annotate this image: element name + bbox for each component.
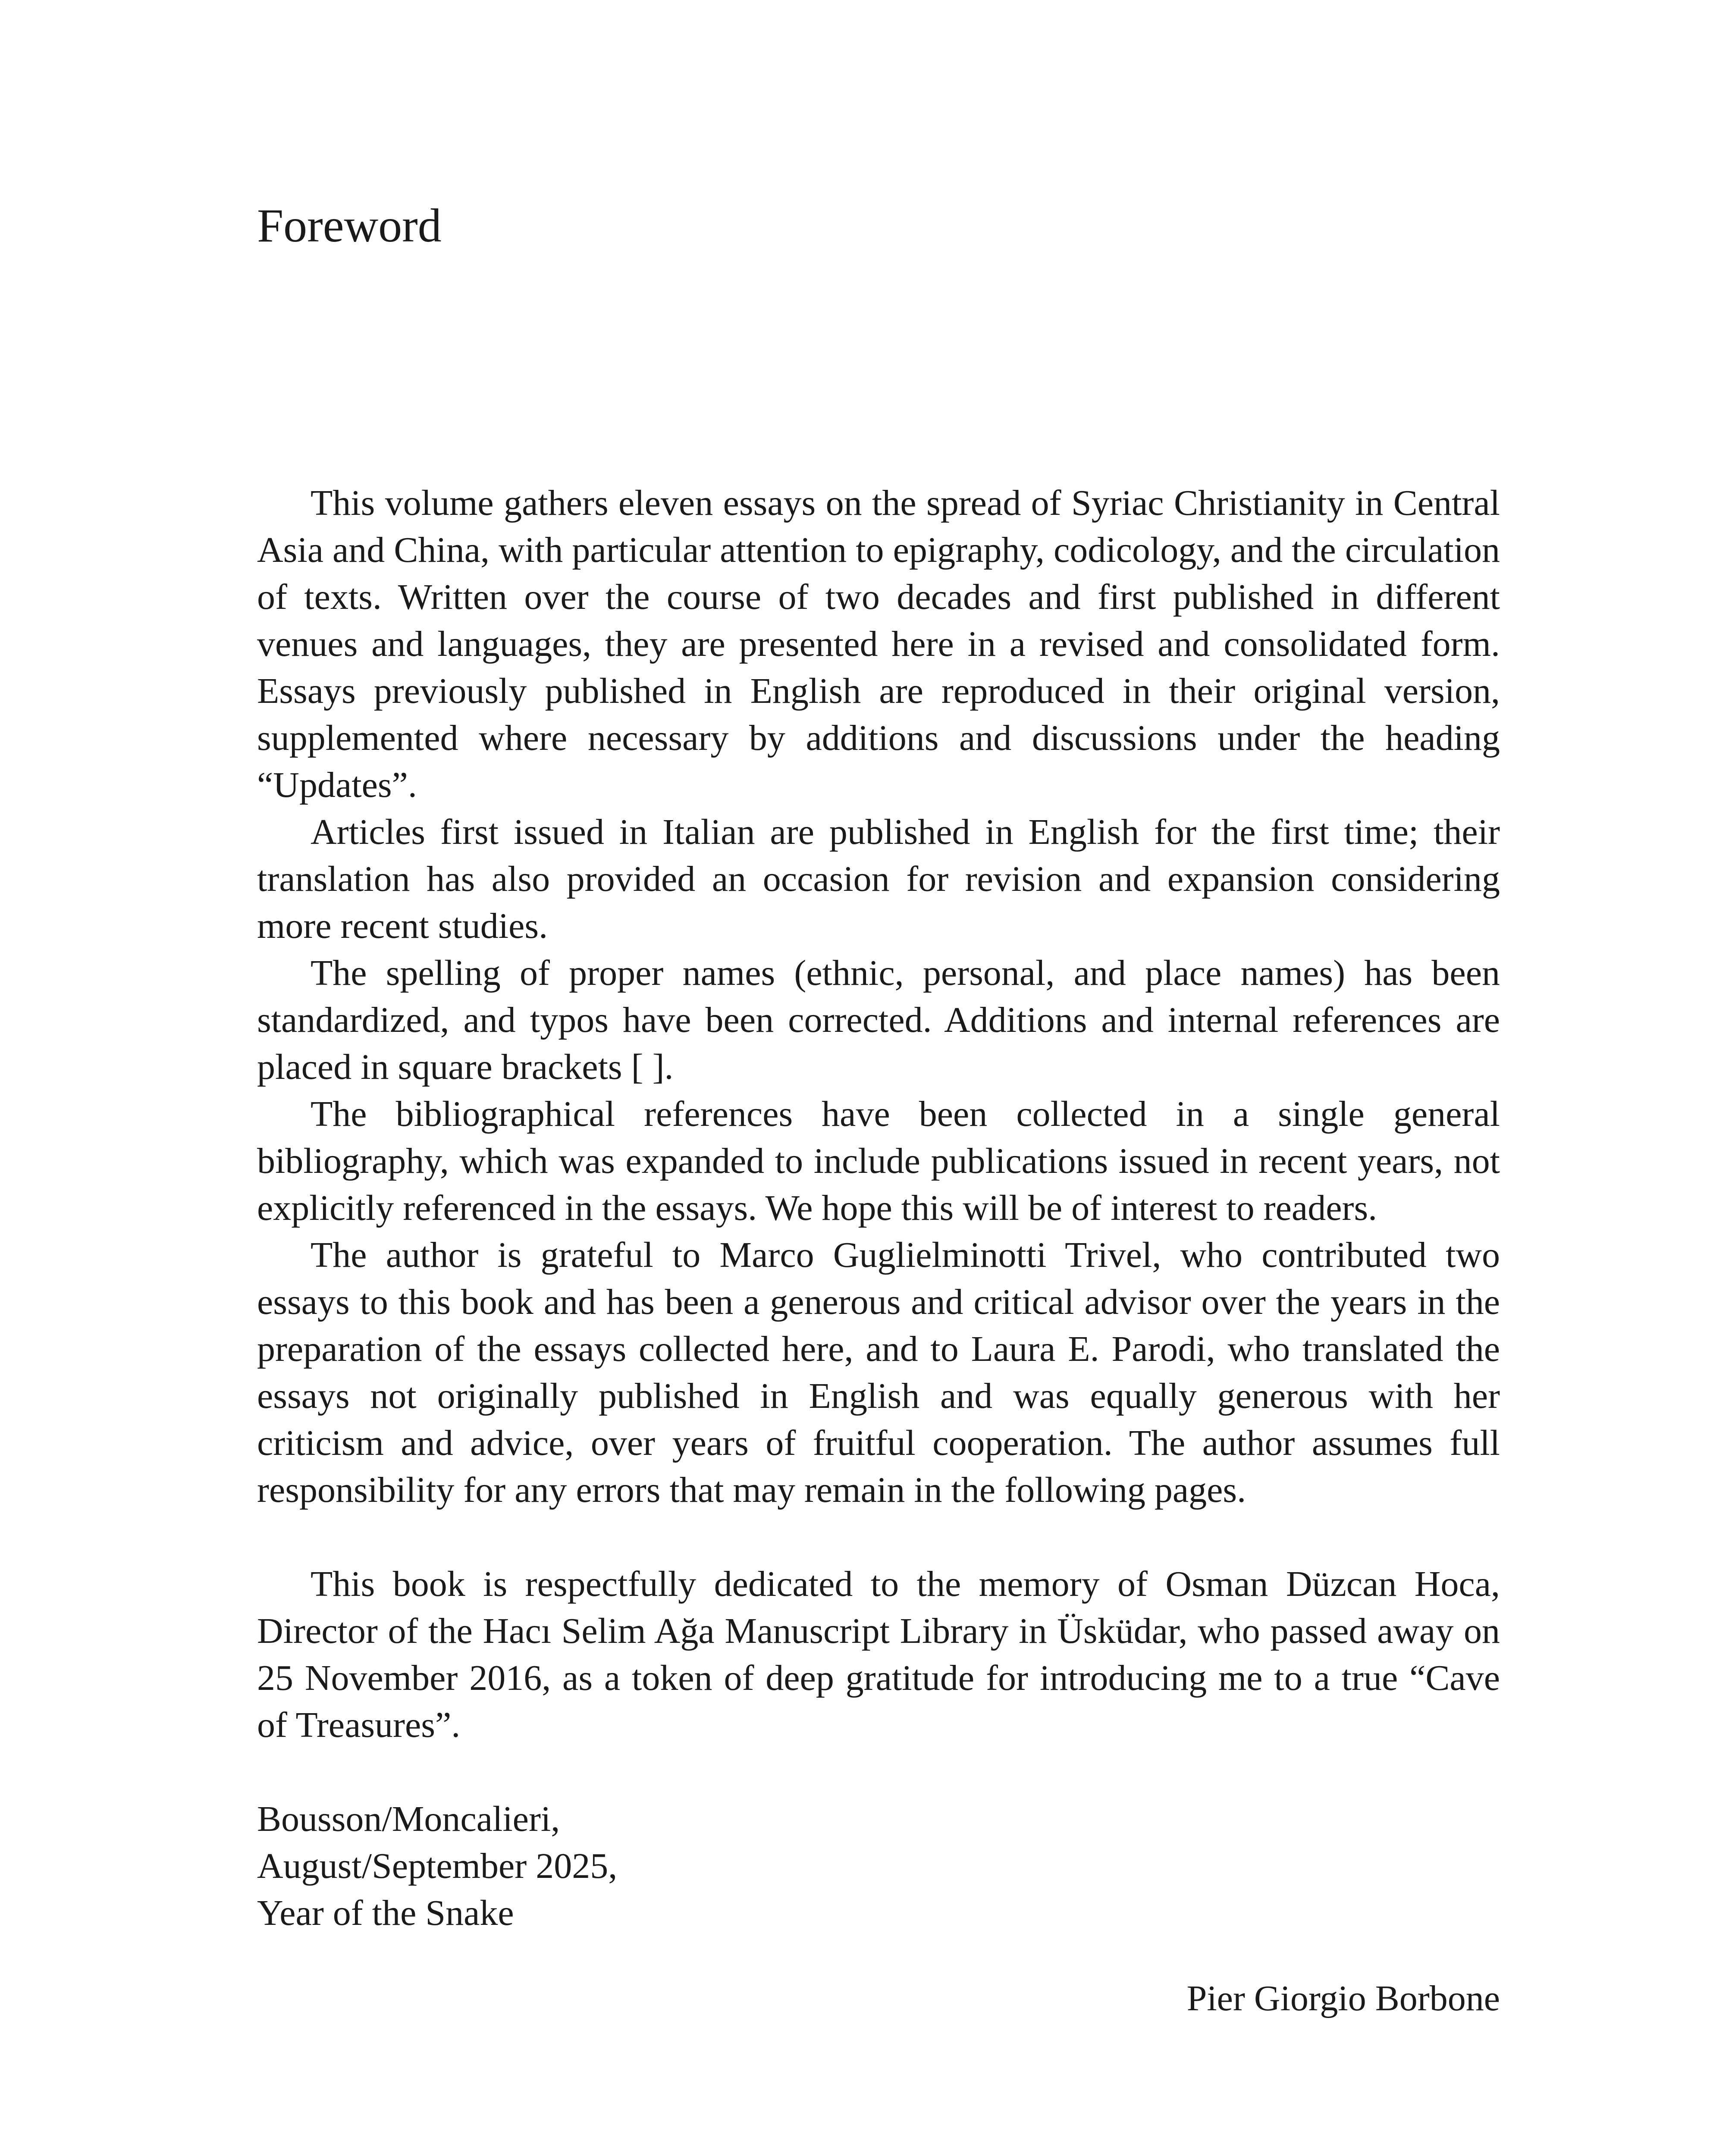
date-line: August/September 2025,: [257, 1846, 618, 1886]
author-signature: Pier Giorgio Borbone: [1186, 1978, 1500, 2018]
page-title: Foreword: [257, 199, 442, 252]
section-spacer: [257, 1514, 1500, 1561]
paragraph-bibliography: The bibliographical references have been collected in a single general bibliography, which was expanded to include publications issued in recent years, not explicitly referenced in the essays. We hope this will be of interest to readers.: [257, 1094, 1500, 1228]
place-date-block: [257, 1796, 1500, 1937]
paragraph-intro: This volume gathers eleven essays on the spread of Syriac Christianity in Central Asia and China, with particular attention to epigraphy, codicology, and the circulation of texts. Written over the course of two decades and first published in different venues and languages, they are presented here in a revised and consolidated form. Essays previously published in English are reproduced in their original version, supplemented where necessary by additions and discussions under the heading “Updates”.: [257, 483, 1500, 805]
paragraph-spelling: The spelling of proper names (ethnic, personal, and place names) has been standardized, and typos have been corrected. Additions and internal references are placed in square brackets [ ].: [257, 953, 1500, 1087]
paragraph-italian-articles: Articles first issued in Italian are published in English for the first time; their translation has also provided an occasion for revision and expansion considering more recent studies.: [257, 812, 1500, 946]
foreword-body: [257, 479, 1500, 1937]
paragraph-acknowledgements: The author is grateful to Marco Guglielminotti Trivel, who contributed two essays to this book and has been a generous and critical advisor over the years in the preparation of the essays collected here, and to Laura E. Parodi, who translated the essays not originally published in English and was equally generous with her criticism and advice, over years of fruitful cooperation. The author assumes full responsibility for any errors that may remain in the following pages.: [257, 1235, 1500, 1510]
place-line: Bousson/Moncalieri,: [257, 1799, 560, 1839]
year-line: Year of the Snake: [257, 1893, 514, 1933]
paragraph-dedication: This book is respectfully dedicated to the memory of Osman Düzcan Hoca, Director of the Hacı Selim Ağa Manuscript Library in Üsküdar, who passed away on 25 November 2016, as a token of deep gratitude for introducing me to a true “Cave of Treasures”.: [257, 1564, 1500, 1745]
section-spacer: [257, 1749, 1500, 1796]
